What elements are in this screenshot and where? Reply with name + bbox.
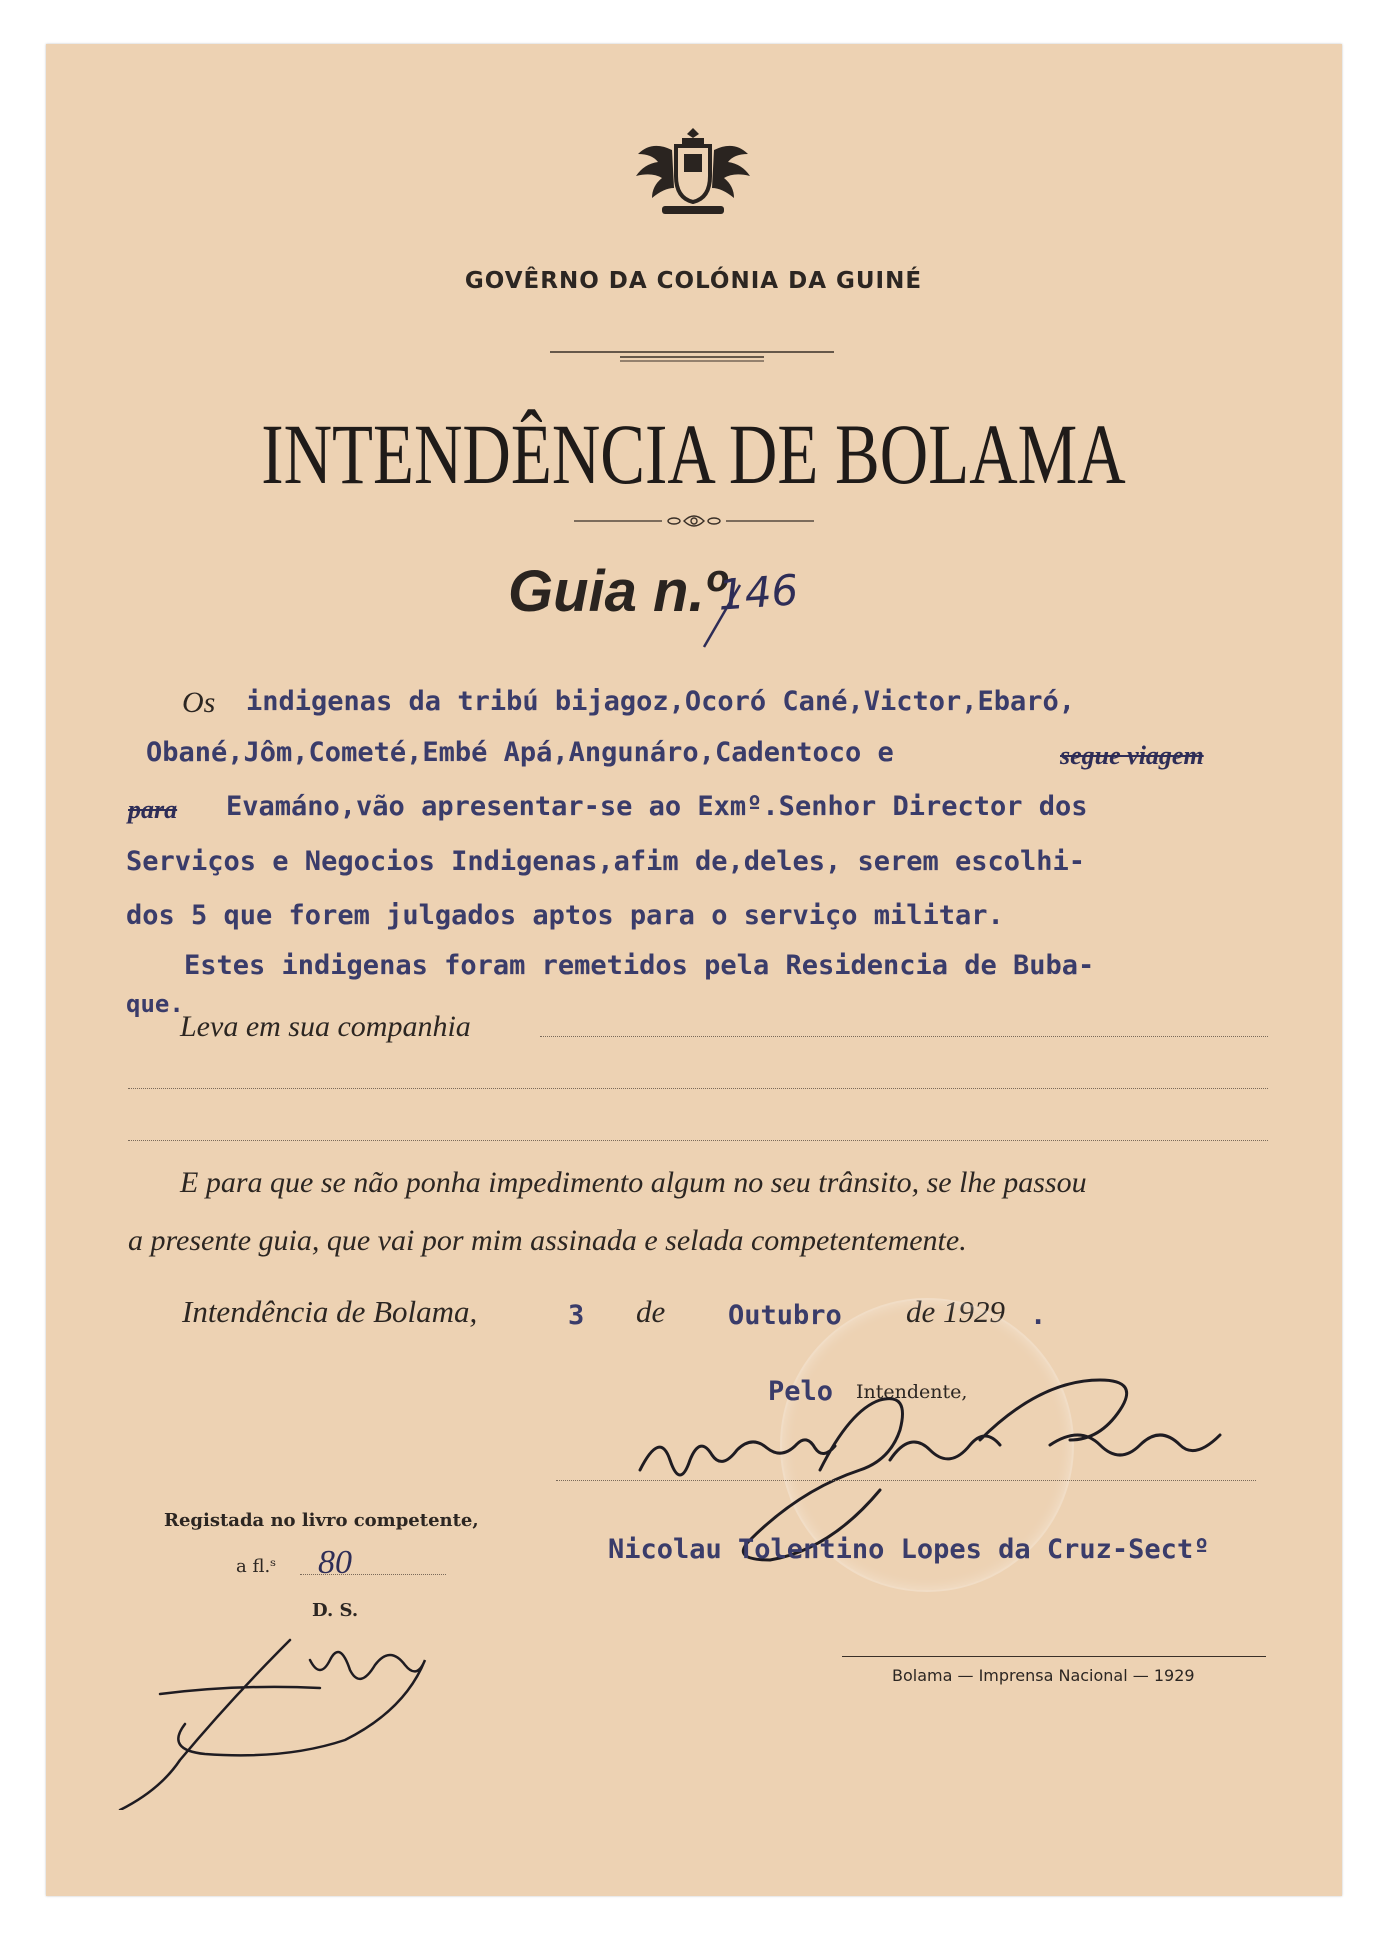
government-heading: GOVÊRNO DA COLÓNIA DA GUINÉ bbox=[464, 268, 923, 294]
dotted-line-3 bbox=[128, 1140, 1268, 1141]
date-de-1: de bbox=[636, 1294, 666, 1329]
body-struck-text-2: para bbox=[128, 795, 178, 824]
signatory-name: Nicolau Tolentino Lopes da Cruz-Sectº bbox=[608, 1534, 1210, 1565]
double-rule-divider bbox=[550, 350, 834, 364]
date-period: . bbox=[1030, 1300, 1047, 1331]
folio-label: a fl.ˢ bbox=[236, 1556, 277, 1577]
page-title: INTENDÊNCIA DE BOLAMA bbox=[261, 406, 1126, 502]
pelo-text: Pelo bbox=[768, 1376, 834, 1407]
imprint-rule bbox=[842, 1656, 1266, 1657]
date-year: de 1929 bbox=[906, 1294, 1006, 1329]
folio-value: 80 bbox=[318, 1544, 352, 1581]
body-line-7-typed: que. bbox=[126, 990, 184, 1018]
body-line-3: Evamáno,vão apresentar-se ao Exmº.Senhor Director dos bbox=[226, 791, 1088, 822]
body-line-1: indigenas da tribú bijagoz,Ocoró Cané,Victor,Ebaró, bbox=[246, 686, 1076, 717]
body-struck-text-1: segue viagem bbox=[1060, 741, 1204, 770]
date-day: 3 bbox=[568, 1300, 585, 1331]
companion-label: Leva em sua companhia bbox=[180, 1010, 471, 1043]
body-line-6: Estes indigenas foram remetidos pela Residencia de Buba- bbox=[184, 950, 1095, 981]
printer-imprint: Bolama — Imprensa Nacional — 1929 bbox=[892, 1666, 1195, 1685]
handwritten-initials bbox=[100, 1630, 480, 1810]
ornament-divider bbox=[574, 511, 814, 531]
date-month: Outubro bbox=[728, 1300, 842, 1331]
date-place: Intendência de Bolama, bbox=[182, 1294, 478, 1329]
body-line-4: Serviços e Negocios Indigenas,afim de,deles, serem escolhi- bbox=[126, 846, 1086, 877]
coat-of-arms-icon bbox=[632, 126, 754, 222]
intendente-label: Intendente, bbox=[856, 1381, 968, 1403]
closing-line-2: a presente guia, que vai por mim assinada e selada competentemente. bbox=[128, 1224, 967, 1257]
registry-label: Registada no livro competente, bbox=[164, 1510, 479, 1531]
dotted-line-2 bbox=[128, 1088, 1268, 1089]
ds-label: D. S. bbox=[312, 1600, 359, 1621]
dotted-line-1 bbox=[540, 1036, 1268, 1037]
body-line-2: Obané,Jôm,Cometé,Embé Apá,Angunáro,Cadentoco e bbox=[146, 737, 894, 768]
guia-number: 146 bbox=[716, 565, 800, 620]
body-line-5: dos 5 que forem julgados aptos para o serviço militar. bbox=[126, 900, 1004, 931]
folio-dotted-line bbox=[300, 1574, 446, 1575]
signature-line bbox=[556, 1480, 1256, 1481]
closing-line-1: E para que se não ponha impedimento algum no seu trânsito, se lhe passou bbox=[180, 1166, 1087, 1199]
pen-stroke-mark bbox=[700, 575, 790, 655]
body-prefix: Os bbox=[182, 686, 216, 719]
guia-label: Guia n.º bbox=[508, 559, 726, 624]
